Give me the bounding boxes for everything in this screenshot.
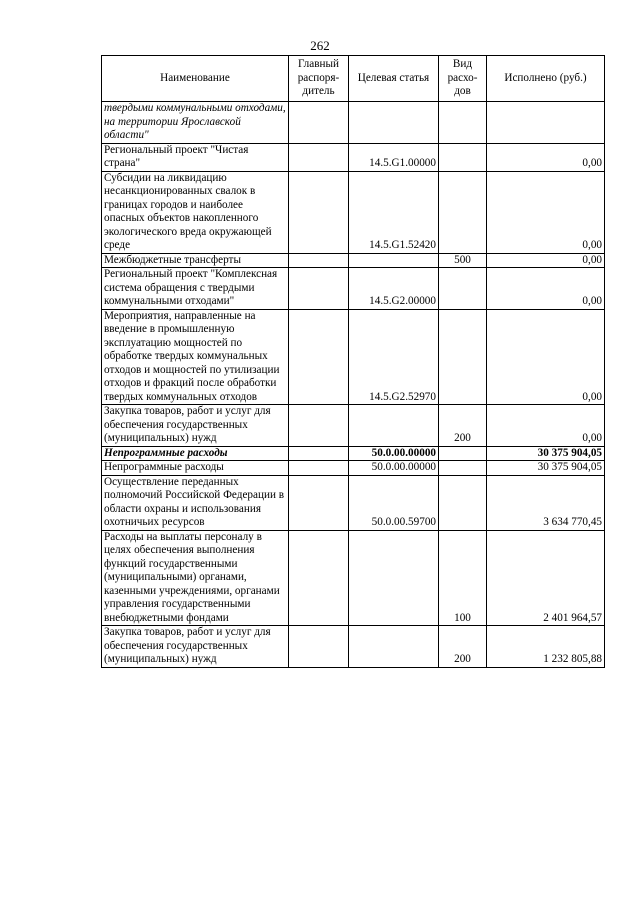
cell-kind [439, 102, 487, 144]
cell-name: Закупка товаров, работ и услуг для обеспечения государственных (муниципальных) нужд [102, 405, 289, 447]
cell-target [349, 626, 439, 668]
cell-admin [289, 626, 349, 668]
cell-kind [439, 143, 487, 171]
cell-kind: 200 [439, 626, 487, 668]
cell-admin [289, 143, 349, 171]
cell-amount: 0,00 [487, 171, 605, 253]
cell-amount: 0,00 [487, 143, 605, 171]
cell-admin [289, 530, 349, 626]
cell-name: Региональный проект "Чистая страна" [102, 143, 289, 171]
cell-admin [289, 461, 349, 476]
cell-amount: 30 375 904,05 [487, 461, 605, 476]
cell-kind [439, 461, 487, 476]
cell-kind [439, 268, 487, 310]
cell-kind [439, 171, 487, 253]
header-name: Наименование [102, 56, 289, 102]
table-row [102, 405, 605, 447]
table-header-row [102, 56, 605, 102]
budget-table [101, 55, 605, 668]
table-row [102, 268, 605, 310]
cell-target: 14.5.G1.52420 [349, 171, 439, 253]
cell-admin [289, 171, 349, 253]
cell-name: Осуществление переданных полномочий Российской Федерации в области охраны и использования охотничьих ресурсов [102, 475, 289, 530]
header-admin: Главный распоря-дитель [289, 56, 349, 102]
cell-target [349, 253, 439, 268]
table-row [102, 530, 605, 626]
cell-target [349, 102, 439, 144]
table-row [102, 143, 605, 171]
cell-admin [289, 102, 349, 144]
page-number: 262 [310, 38, 330, 53]
cell-kind [439, 309, 487, 405]
cell-name: Непрограммные расходы [102, 461, 289, 476]
cell-target [349, 405, 439, 447]
cell-kind: 500 [439, 253, 487, 268]
cell-amount: 30 375 904,05 [487, 446, 605, 461]
cell-admin [289, 253, 349, 268]
cell-kind: 200 [439, 405, 487, 447]
table-row [102, 309, 605, 405]
cell-amount [487, 102, 605, 144]
cell-amount: 1 232 805,88 [487, 626, 605, 668]
table-row [102, 171, 605, 253]
cell-target [349, 530, 439, 626]
table-row [102, 102, 605, 144]
cell-name: Непрограммные расходы [102, 446, 289, 461]
cell-name: Расходы на выплаты персоналу в целях обеспечения выполнения функций государственными (муниципальными) органами, казенными учреждениями, органами управления государственными внебюджетными фондами [102, 530, 289, 626]
cell-admin [289, 268, 349, 310]
table-row [102, 446, 605, 461]
header-amount: Исполнено (руб.) [487, 56, 605, 102]
table-row [102, 475, 605, 530]
cell-target: 14.5.G2.00000 [349, 268, 439, 310]
cell-admin [289, 475, 349, 530]
cell-target: 14.5.G1.00000 [349, 143, 439, 171]
cell-name: твердыми коммунальными отходами, на территории Ярославской области" [102, 102, 289, 144]
cell-amount: 0,00 [487, 405, 605, 447]
cell-target: 14.5.G2.52970 [349, 309, 439, 405]
cell-name: Межбюджетные трансферты [102, 253, 289, 268]
cell-name: Субсидии на ликвидацию несанкционированных свалок в границах городов и наиболее опасных объектов накопленного экологического вреда окружающей среде [102, 171, 289, 253]
header-kind: Вид расхо-дов [439, 56, 487, 102]
cell-name: Региональный проект "Комплексная система обращения с твердыми коммунальными отходами" [102, 268, 289, 310]
cell-name: Закупка товаров, работ и услуг для обеспечения государственных (муниципальных) нужд [102, 626, 289, 668]
cell-admin [289, 309, 349, 405]
table-body [102, 102, 605, 668]
header-target: Целевая статья [349, 56, 439, 102]
cell-kind: 100 [439, 530, 487, 626]
table-row [102, 253, 605, 268]
cell-target: 50.0.00.59700 [349, 475, 439, 530]
cell-amount: 0,00 [487, 268, 605, 310]
cell-amount: 0,00 [487, 309, 605, 405]
cell-amount: 3 634 770,45 [487, 475, 605, 530]
cell-amount: 0,00 [487, 253, 605, 268]
table-row [102, 626, 605, 668]
cell-admin [289, 405, 349, 447]
cell-target: 50.0.00.00000 [349, 461, 439, 476]
table-row [102, 461, 605, 476]
cell-amount: 2 401 964,57 [487, 530, 605, 626]
cell-admin [289, 446, 349, 461]
cell-kind [439, 475, 487, 530]
cell-kind [439, 446, 487, 461]
cell-name: Мероприятия, направленные на введение в промышленную эксплуатацию мощностей по обработке твердых коммунальных отходов и мощностей по утилизации отходов и фракций после обработки твердых коммунальных отходов [102, 309, 289, 405]
cell-target: 50.0.00.00000 [349, 446, 439, 461]
